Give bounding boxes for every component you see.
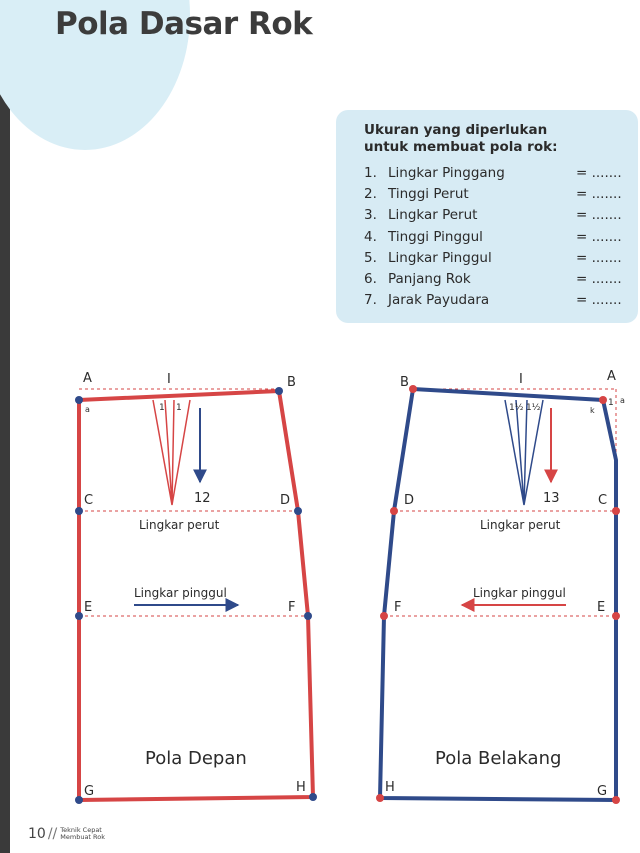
front-pattern-name: Pola Depan (145, 748, 247, 769)
front-pattern (75, 371, 317, 804)
item-number: 3. (364, 207, 377, 224)
book-title-line-1: Teknik Cepat (60, 826, 102, 834)
page-number: 10 (28, 826, 46, 842)
back-point-k (599, 396, 607, 404)
front-label-b: B (287, 375, 296, 390)
front-point-d (294, 507, 302, 515)
front-label-h: H (296, 780, 306, 795)
front-label-small-a: a (85, 405, 90, 414)
item-label: Panjang Rok (388, 270, 471, 287)
back-pattern (376, 369, 625, 804)
item-label: Jarak Payudara (388, 292, 490, 309)
item-value: = ....... (576, 292, 622, 309)
back-label-a: A (607, 369, 616, 384)
item-number: 5. (364, 249, 377, 266)
back-label-b: B (400, 375, 409, 390)
front-point-f (304, 612, 312, 620)
back-point-h (376, 794, 384, 802)
front-point-a (75, 396, 83, 404)
back-point-c (612, 507, 620, 515)
back-label-g: G (597, 784, 608, 799)
back-label-one: 1 (608, 398, 614, 408)
back-pattern-name: Pola Belakang (435, 748, 562, 769)
back-dart-length: 13 (543, 491, 560, 506)
item-value: = ....... (576, 270, 622, 287)
back-guide-lines (384, 389, 616, 616)
back-label-small-a: a (620, 396, 625, 405)
front-label-d: D (280, 493, 291, 508)
measurements-heading-line-1: Ukuran yang diperlukan (364, 122, 548, 138)
back-label-c: C (598, 493, 608, 508)
item-number: 6. (364, 270, 377, 287)
front-label-e: E (84, 600, 93, 615)
item-value: = ....... (576, 207, 622, 224)
front-label-g: G (84, 784, 95, 799)
front-label-a: A (83, 371, 92, 386)
back-label-e: E (597, 600, 606, 615)
item-number: 4. (364, 228, 377, 245)
item-label: Lingkar Pinggang (388, 165, 505, 181)
back-dart (505, 400, 543, 505)
back-point-e (612, 612, 620, 620)
footer-divider: // (47, 826, 58, 842)
front-dart-mark-1: 1 (159, 403, 165, 413)
item-value: = ....... (576, 249, 622, 266)
front-dart-length: 12 (194, 491, 211, 506)
front-point-h (309, 793, 317, 801)
back-label-i: I (519, 372, 523, 387)
item-number: 7. (364, 292, 377, 309)
front-hip-line-label: Lingkar pinggul (134, 586, 227, 600)
front-dart-mark-2: 1 (176, 403, 182, 413)
page-footer (28, 826, 105, 842)
front-point-e (75, 612, 83, 620)
front-point-b (275, 387, 283, 395)
book-title (60, 827, 105, 841)
back-hip-line-label: Lingkar pinggul (473, 586, 566, 600)
back-point-g (612, 796, 620, 804)
back-label-k: k (590, 406, 595, 415)
item-number: 1. (364, 165, 377, 181)
front-point-g (75, 796, 83, 804)
measurements-heading-line-2: untuk membuat pola rok: (364, 139, 558, 155)
item-value: = ....... (576, 165, 622, 181)
back-point-b (409, 385, 417, 393)
front-label-f: F (288, 600, 296, 615)
back-label-d: D (404, 493, 415, 508)
front-point-c (75, 507, 83, 515)
page-title: Pola Dasar Rok (55, 6, 313, 42)
book-title-line-2: Membuat Rok (60, 833, 106, 841)
item-label: Tinggi Perut (388, 186, 469, 203)
back-point-f (380, 612, 388, 620)
front-dart (153, 400, 190, 505)
item-value: = ....... (576, 228, 622, 245)
item-label: Lingkar Pinggul (388, 249, 492, 266)
back-dart-mark-1: 1½ (509, 403, 524, 413)
item-value: = ....... (576, 186, 622, 203)
back-label-f: F (394, 600, 402, 615)
back-point-d (390, 507, 398, 515)
back-waist-line-label: Lingkar perut (480, 518, 561, 532)
front-label-c: C (84, 493, 94, 508)
back-dart-mark-2: 1½ (526, 403, 541, 413)
back-label-h: H (385, 780, 395, 795)
item-label: Tinggi Pinggul (388, 228, 483, 245)
front-label-i: I (167, 372, 171, 387)
item-label: Lingkar Perut (388, 207, 478, 224)
item-number: 2. (364, 186, 377, 203)
front-waist-line-label: Lingkar perut (139, 518, 220, 532)
